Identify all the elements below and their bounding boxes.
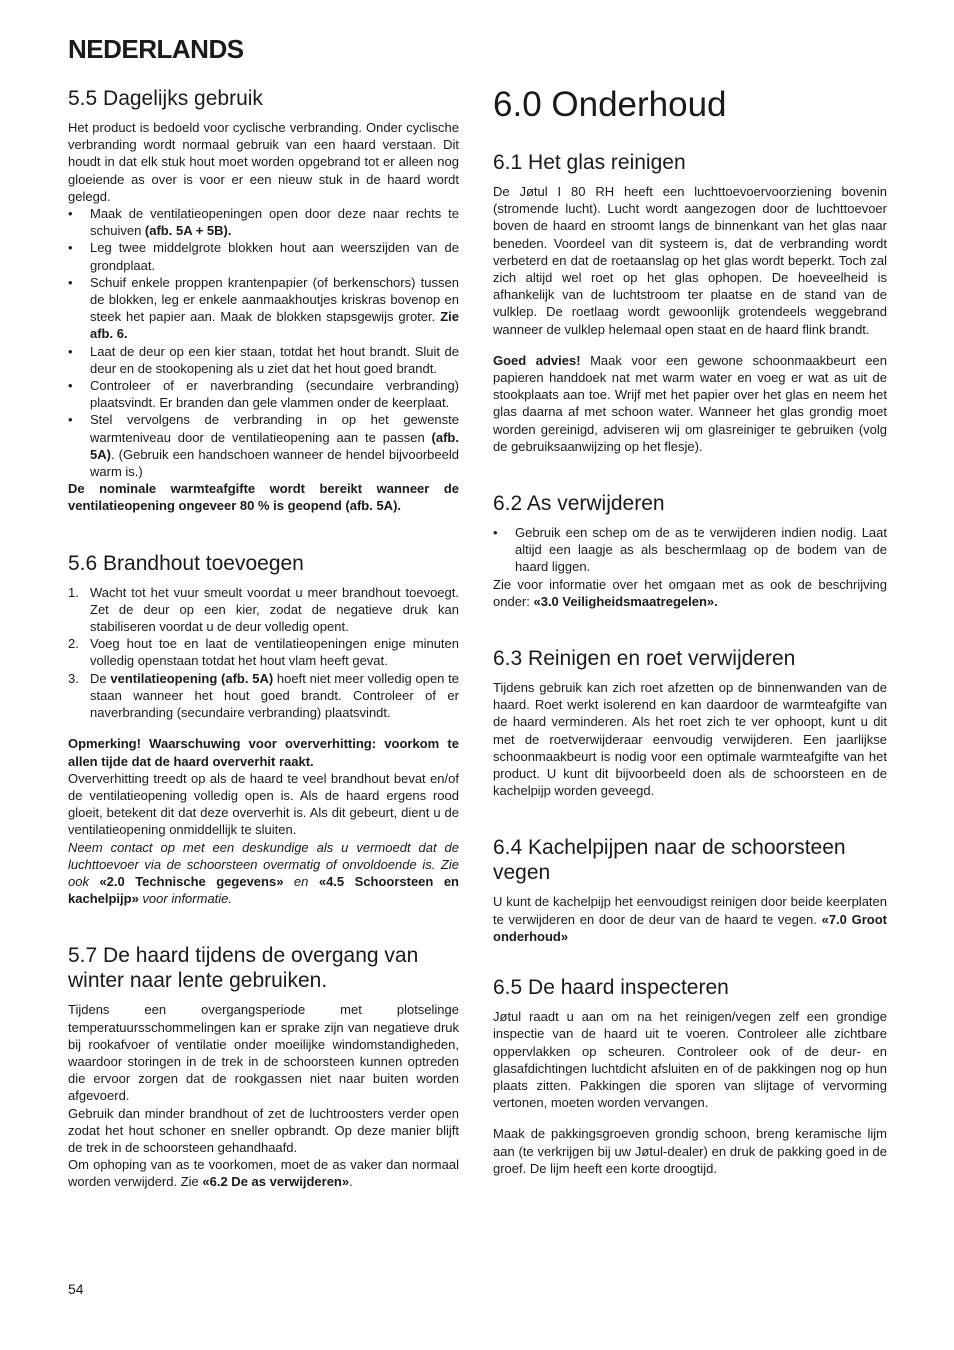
list-item: • Maak de ventilatieopeningen open door deze naar rechts te schuiven (afb. 5A + 5B). [68, 206, 459, 239]
section-title: 5.5 Dagelijks gebruik [68, 87, 263, 110]
right-column [493, 86, 887, 1177]
note: De nominale warmteafgifte wordt bereikt wanneer de ventilatieopening ongeveer 80 % is geopend (afb. 5A). [68, 481, 459, 514]
left-column [68, 86, 459, 1191]
paragraph: Om ophoping van as te voorkomen, moet de as vaker dan normaal worden verwijderd. Zie «6.2 De as verwijderen». [68, 1157, 459, 1190]
tip: Goed advies! Maak voor een gewone schoonmaakbeurt een papieren handdoek nat met warm water en voeg er wat as uit de stookplaats aan toe. Wrijf met het papier over het glas en neem het glas daarna af met schoon water. Wanneer het glas grondig moet worden gereinigd, adviseren wij om glasreiniger te gebruiken (volg de gebruiksaanwijzing op het flesje). [493, 352, 887, 454]
paragraph: De Jøtul I 80 RH heeft een luchttoevoervoorziening bovenin (stromende lucht). Lucht wordt aangezogen door de luchttoevoer boven de haard en stroomt langs de binnenkant van het glas naar beneden. Voordeel van dit systeem is, dat de verbranding wordt verbeterd en dat de roetaanslag op het glas wordt beperkt. Toch zal zich altijd wel roet op het glas ophopen. De hoeveelheid is afhankelijk van de luchtstroom ter plaatse en de stand van de vulklep. De roetlaag wordt gewoonlijk grotendeels weggebrand wanneer de vulklep helemaal open staat en de haard flink brandt. [493, 184, 887, 337]
list-item: • Stel vervolgens de verbranding in op het gewenste warmteniveau door de ventilatieopening aan te passen (afb. 5A). (Gebruik een handschoen wanneer de hendel bijvoorbeeld warm is.) [68, 412, 459, 480]
page-number: 54 [68, 1281, 84, 1297]
paragraph: Maak de pakkingsgroeven grondig schoon, breng keramische lijm aan (te verkrijgen bij uw Jøtul-dealer) en druk de pakking goed in de groef. De lijm heeft een korte droogtijd. [493, 1126, 887, 1176]
paragraph: Neem contact op met een deskundige als u vermoedt dat de luchttoevoer via de schoorsteen overmatig of onvoldoende is. Zie ook «2.0 Technische gegevens» en «4.5 Schoorsteen en kachelpijp» voor informatie. [68, 839, 459, 907]
section-5-6 [68, 551, 459, 908]
bullet-list [68, 205, 459, 480]
numbered-list [68, 584, 459, 722]
paragraph: Zie voor informatie over het omgaan met as ook de beschrijving onder: «3.0 Veiligheidsmaatregelen». [493, 576, 887, 609]
list-item: • Schuif enkele proppen krantenpapier (of berkenschors) tussen de blokken, leg er enkele aanmaakhoutjes kriskras bovenop en steek het papier aan. Maak de blokken stapsgewijs groter. Zie afb. 6. [68, 274, 459, 342]
list-item: 1. Wacht tot het vuur smeult voordat u meer brandhout toevoegt. Zet de deur op een kier, zodat de negatieve druk kan stabiliseren voordat u de deur volledig opent. [68, 584, 459, 635]
paragraph: Oververhitting treedt op als de haard te veel brandhout bevat en/of de ventilatieopening volledig open is. Als de haard ergens rood gloeit, betekent dit dat deze oververhit is. Als dit gebeurt, dient u de ventilatieopening onmiddellijk te sluiten. [68, 770, 459, 838]
section-title: 6.4 Kachelpijpen naar de schoorsteen vegen [493, 836, 846, 885]
list-item: • Laat de deur op een kier staan, totdat het hout brandt. Sluit de deur en de stookopening als u ziet dat het hout goed brandt. [68, 343, 459, 376]
chapter-title: 6.0 Onderhoud [493, 85, 727, 124]
list-item: • Leg twee middelgrote blokken hout aan weerszijden van de grondplaat. [68, 240, 459, 273]
bullet-list [493, 524, 887, 576]
list-item: 2. Voeg hout toe en laat de ventilatieopeningen enige minuten volledig openstaan totdat het hout vlam heeft gevat. [68, 636, 459, 669]
section-title: 5.7 De haard tijdens de overgang van winter naar lente gebruiken. [68, 944, 419, 993]
section-title: 5.6 Brandhout toevoegen [68, 551, 304, 575]
paragraph: U kunt de kachelpijp het eenvoudigst reinigen door beide keerplaten te verwijderen en door de deur van de haard te vegen. «7.0 Groot onderhoud» [493, 894, 888, 944]
section-title: 6.1 Het glas reinigen [493, 151, 686, 174]
section-6-3 [493, 646, 887, 799]
list-item: 3. De ventilatieopening (afb. 5A) hoeft niet meer volledig open te staan wanneer het hout goed brandt. Controleer of er naverbranding (secundaire verbranding) plaatsvindt. [68, 670, 460, 721]
paragraph: Tijdens gebruik kan zich roet afzetten op de binnenwanden van de haard. Roet werkt isolerend en kan daardoor de warmteafgifte van de haard verminderen. Als het roet zich te ver ophoopt, kunt u dit met de roetverwijderaar eenvoudig verwijderen. Een jaarlijkse schoonmaakbeurt is nodig voor een optimale warmteafgifte van het product. U kunt dit bijvoorbeeld doen als de schoorsteen en de kachelpijp worden geveegd. [493, 680, 887, 799]
warning: Opmerking! Waarschuwing voor oververhitting: voorkom te allen tijde dat de haard oververhit raakt. [68, 736, 459, 769]
paragraph: Gebruik dan minder brandhout of zet de luchtroosters verder open zodat het hout schoner en sneller opbrandt. Op deze manier blijft de trek in de schoorsteen gehandhaafd. [68, 1105, 459, 1155]
paragraph: Jøtul raadt u aan om na het reinigen/vegen zelf een grondige inspectie van de haard uit te voeren. Controleer alle zichtbare oppervlakken op scheuren. Controleer ook of de deur- en glasafdichtingen luchtdicht afsluiten en of de pakkingen nog op hun plaats zitten. Pakkingen die sporen van slijtage of vervorming vertonen, moeten worden vervangen. [493, 1009, 887, 1111]
section-title: 6.5 De haard inspecteren [493, 976, 729, 1000]
section-6-1 [493, 150, 887, 455]
list-item: • Gebruik een schep om de as te verwijderen indien nodig. Laat altijd een laagje as als beschermlaag op de bodem van de haard liggen. [493, 525, 887, 575]
page-language-heading: NEDERLANDS [68, 34, 244, 64]
section-title: 6.2 As verwijderen [493, 492, 665, 516]
paragraph: Tijdens een overgangsperiode met plotselinge temperatuursschommelingen kan er sprake zijn van negatieve druk bij rookafvoer of ventilatie onder moeilijke windomstandigheden, waardoor storingen in de trek in de schoorsteen kunnen optreden die ervoor zorgen dat de rookgassen niet naar buiten worden afgevoerd. [68, 1002, 459, 1104]
list-item: • Controleer of er naverbranding (secundaire verbranding) plaatsvindt. Er branden dan gele vlammen onder de keerplaat. [68, 378, 459, 411]
section-title: 6.3 Reinigen en roet verwijderen [493, 647, 796, 671]
section-5-5 [68, 86, 459, 515]
section-6-2 [493, 491, 887, 610]
section-5-7 [68, 943, 459, 1190]
section-6-5 [493, 975, 887, 1177]
section-6-4 [493, 835, 887, 945]
paragraph: Het product is bedoeld voor cyclische verbranding. Onder cyclische verbranding wordt normaal gebruik van een haard verstaan. Dit houdt in dat elk stuk hout moet worden opgebrand tot er alleen nog gloeiende as over is voor er een nieuw stuk in de haard wordt gelegd. [68, 120, 459, 204]
